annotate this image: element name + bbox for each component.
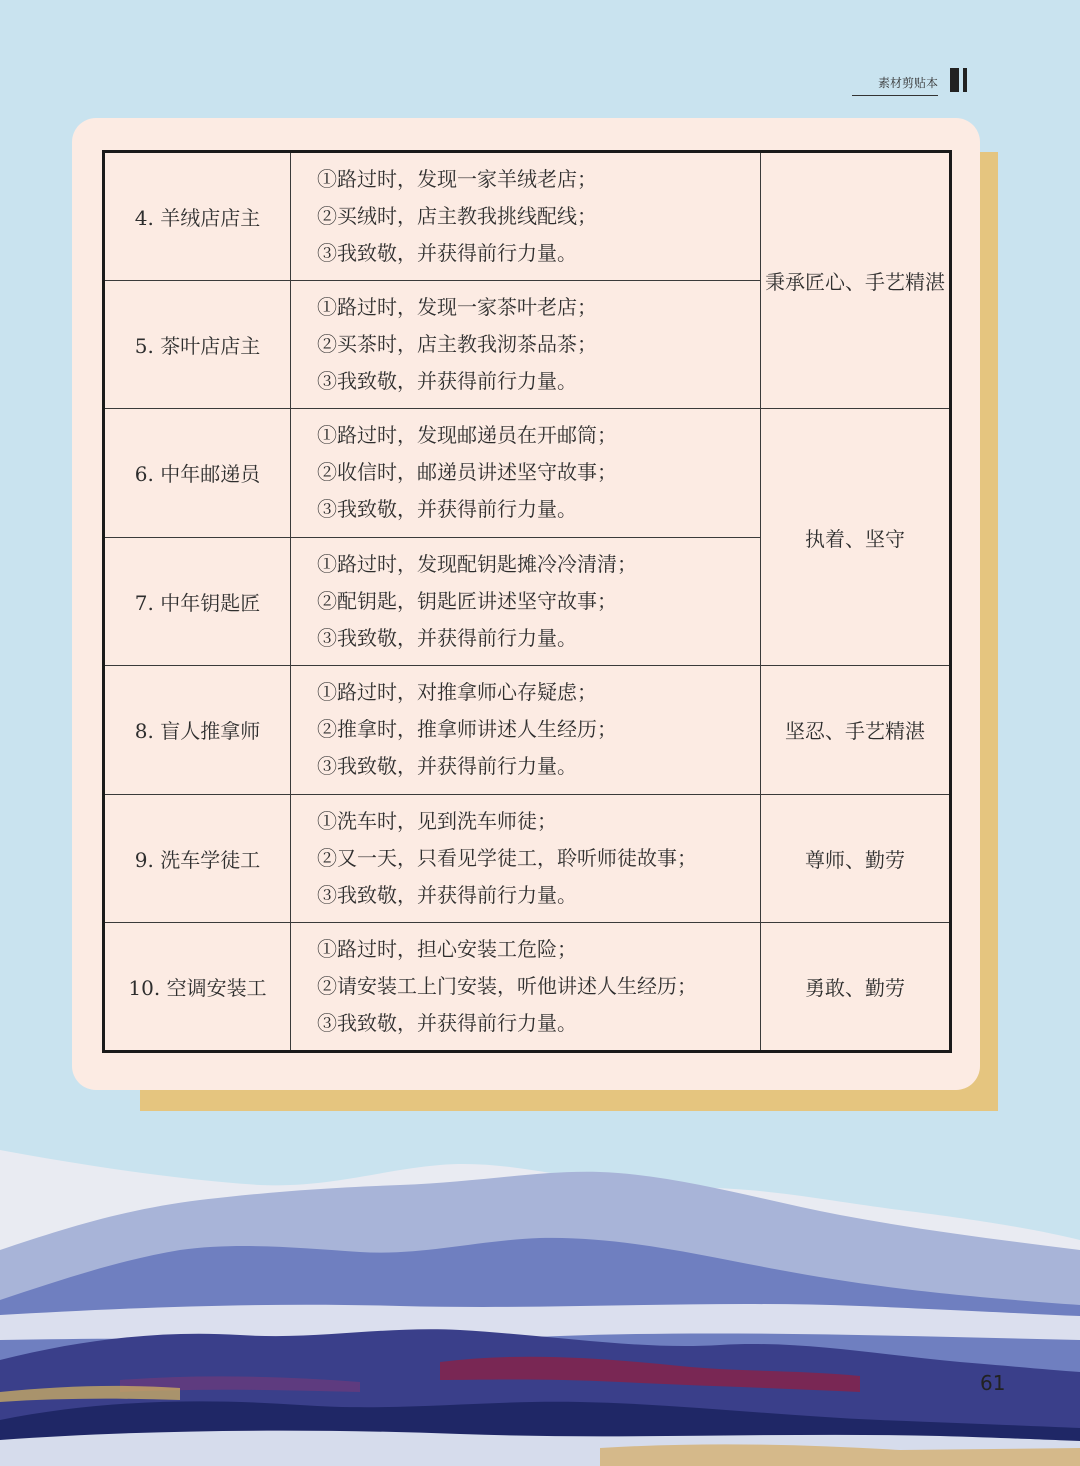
table-row <box>104 794 951 923</box>
steps-cell <box>291 152 761 281</box>
step-line: ①路过时，发现邮递员在开邮筒； <box>317 423 617 448</box>
steps-cell <box>291 280 761 409</box>
content-table <box>102 150 952 1053</box>
step-line: ③我致敬，并获得前行力量。 <box>317 625 577 650</box>
step-line: ③我致敬，并获得前行力量。 <box>317 754 577 779</box>
steps-cell <box>291 409 761 538</box>
step-line: ③我致敬，并获得前行力量。 <box>317 368 577 393</box>
watercolor-mountains-illustration <box>0 1130 1080 1466</box>
step-line: ②买绒时，店主教我挑线配线； <box>317 203 597 228</box>
role-cell: 5. 茶叶店店主 <box>104 280 291 409</box>
steps-cell <box>291 923 761 1052</box>
step-line: ③我致敬，并获得前行力量。 <box>317 1010 577 1035</box>
step-line: ①路过时，发现一家茶叶老店； <box>317 294 597 319</box>
table-row <box>104 409 951 538</box>
role-cell: 6. 中年邮递员 <box>104 409 291 538</box>
step-line: ②收信时，邮递员讲述坚守故事； <box>317 460 617 485</box>
section-header-bars <box>950 68 972 92</box>
value-cell: 坚忍、手艺精湛 <box>761 666 951 795</box>
content-table-wrapper <box>102 150 952 1052</box>
role-cell: 10. 空调安装工 <box>104 923 291 1052</box>
step-line: ①路过时，对推拿师心存疑虑； <box>317 680 597 705</box>
step-line: ①洗车时，见到洗车师徒； <box>317 808 557 833</box>
role-cell: 8. 盲人推拿师 <box>104 666 291 795</box>
step-line: ②推拿时，推拿师讲述人生经历； <box>317 717 617 742</box>
step-line: ①路过时，发现配钥匙摊冷冷清清； <box>317 551 637 576</box>
page-number: 61 <box>980 1371 1006 1395</box>
table-row <box>104 666 951 795</box>
role-cell: 4. 羊绒店店主 <box>104 152 291 281</box>
value-cell: 执着、坚守 <box>761 409 951 666</box>
step-line: ③我致敬，并获得前行力量。 <box>317 240 577 265</box>
step-line: ①路过时，发现一家羊绒老店； <box>317 166 597 191</box>
step-line: ①路过时，担心安装工危险； <box>317 936 577 961</box>
role-cell: 9. 洗车学徒工 <box>104 794 291 923</box>
table-row <box>104 923 951 1052</box>
step-line: ③我致敬，并获得前行力量。 <box>317 882 577 907</box>
step-line: ③我致敬，并获得前行力量。 <box>317 497 577 522</box>
steps-cell <box>291 794 761 923</box>
step-line: ②买茶时，店主教我沏茶品茶； <box>317 331 597 356</box>
step-line: ②配钥匙，钥匙匠讲述坚守故事； <box>317 588 617 613</box>
step-line: ②又一天，只看见学徒工，聆听师徒故事； <box>317 845 697 870</box>
value-cell: 勇敢、勤劳 <box>761 923 951 1052</box>
section-header-label: 素材剪贴本 <box>852 74 938 96</box>
value-cell: 尊师、勤劳 <box>761 794 951 923</box>
steps-cell <box>291 537 761 666</box>
role-cell: 7. 中年钥匙匠 <box>104 537 291 666</box>
value-cell: 秉承匠心、手艺精湛 <box>761 152 951 409</box>
steps-cell <box>291 666 761 795</box>
table-row <box>104 152 951 281</box>
step-line: ②请安装工上门安装，听他讲述人生经历； <box>317 973 697 998</box>
